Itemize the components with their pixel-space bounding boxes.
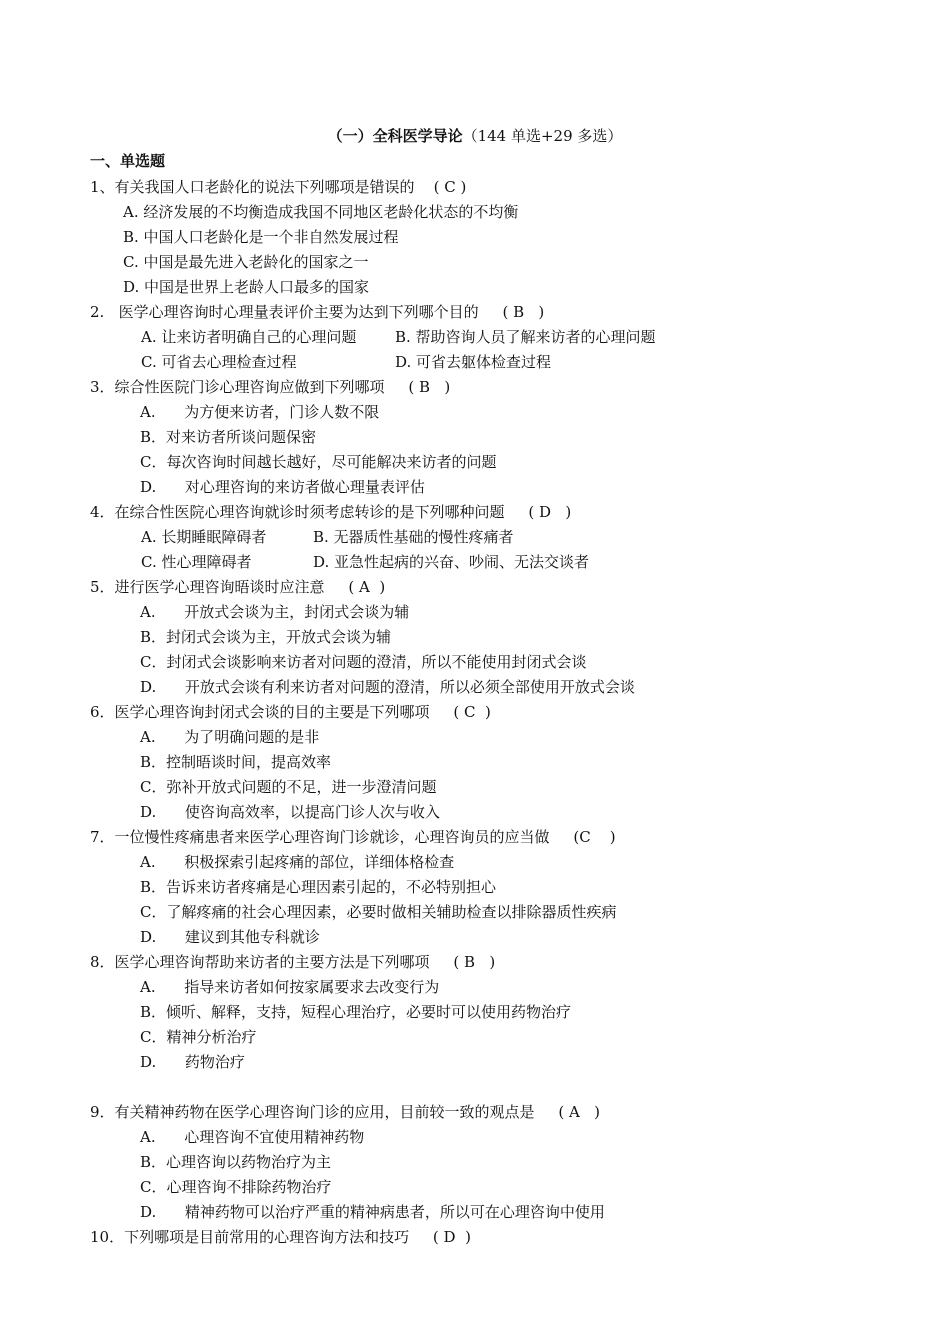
- question-stem: 5．进行医学心理咨询晤谈时应注意 ( A ): [90, 578, 386, 596]
- option-c: C．了解疼痛的社会心理因素，必要时做相关辅助检查以排除器质性疾病: [140, 903, 617, 921]
- option-b: B．心理咨询以药物治疗为主: [140, 1153, 332, 1171]
- option-a: A. 指导来访者如何按家属要求去改变行为: [140, 978, 440, 996]
- option-d: D. 药物治疗: [140, 1053, 245, 1071]
- option-d: D. 中国是世界上老龄人口最多的国家: [123, 278, 370, 296]
- option-d: D. 开放式会谈有利来访者对问题的澄清，所以必须全部使用开放式会谈: [140, 678, 635, 696]
- section-heading: 一、单选题: [90, 152, 166, 170]
- option-d: D. 建议到其他专科就诊: [140, 928, 320, 946]
- option-b: B. 无器质性基础的慢性疼痛者: [313, 528, 514, 546]
- option-row: [0, 525, 950, 550]
- option-c: C．每次咨询时间越长越好，尽可能解决来访者的问题: [140, 453, 497, 471]
- option-d: D. 亚急性起病的兴奋、吵闹、无法交谈者: [313, 553, 590, 571]
- option-row: [0, 550, 950, 575]
- option-d: D. 可省去躯体检查过程: [395, 353, 552, 371]
- option-c: C．心理咨询不排除药物治疗: [140, 1178, 332, 1196]
- option-a: A. 长期睡眠障碍者: [141, 528, 267, 546]
- question-stem: 8．医学心理咨询帮助来访者的主要方法是下列哪项 ( B ): [90, 953, 496, 971]
- option-c: C. 中国是最先进入老龄化的国家之一: [123, 253, 369, 271]
- option-d: D. 使咨询高效率，以提高门诊人次与收入: [140, 803, 440, 821]
- option-a: A. 积极探索引起疼痛的部位，详细体格检查: [140, 853, 455, 871]
- option-b: B．告诉来访者疼痛是心理因素引起的，不必特别担心: [140, 878, 497, 896]
- question-stem: 1、有关我国人口老龄化的说法下列哪项是错误的 ( C ): [90, 178, 467, 196]
- question-stem: 7．一位慢性疼痛患者来医学心理咨询门诊就诊，心理咨询员的应当做 (C ): [90, 828, 616, 846]
- option-b: B. 帮助咨询人员了解来访者的心理问题: [395, 328, 656, 346]
- option-a: A. 开放式会谈为主，封闭式会谈为辅: [140, 603, 410, 621]
- option-c: C. 性心理障碍者: [141, 553, 252, 571]
- question-stem: 10．下列哪项是目前常用的心理咨询方法和技巧 ( D ): [90, 1228, 471, 1246]
- option-a: A. 经济发展的不均衡造成我国不同地区老龄化状态的不均衡: [123, 203, 519, 221]
- option-b: B．对来访者所谈问题保密: [140, 428, 317, 446]
- option-d: D. 精神药物可以治疗严重的精神病患者，所以可在心理咨询中使用: [140, 1203, 605, 1221]
- question-stem: 4．在综合性医院心理咨询就诊时须考虑转诊的是下列哪种问题 ( D ): [90, 503, 572, 521]
- option-row: [0, 325, 950, 350]
- question-stem: 6．医学心理咨询封闭式会谈的目的主要是下列哪项 ( C ): [90, 703, 491, 721]
- option-d: D. 对心理咨询的来访者做心理量表评估: [140, 478, 425, 496]
- option-a: A. 为了明确问题的是非: [140, 728, 320, 746]
- option-b: B．控制晤谈时间，提高效率: [140, 753, 332, 771]
- question-stem: 3．综合性医院门诊心理咨询应做到下列哪项 ( B ): [90, 378, 451, 396]
- option-a: A. 为方便来访者，门诊人数不限: [140, 403, 380, 421]
- page-title: [0, 126, 950, 146]
- option-a: A. 心理咨询不宜使用精神药物: [140, 1128, 365, 1146]
- blank-line: [0, 1075, 950, 1100]
- title-count: （144 单选+29 多选）: [462, 127, 623, 145]
- option-b: B. 中国人口老龄化是一个非自然发展过程: [123, 228, 399, 246]
- option-b: B．倾听、解释，支持，短程心理治疗，必要时可以使用药物治疗: [140, 1003, 572, 1021]
- option-c: C. 可省去心理检查过程: [141, 353, 297, 371]
- question-list: [0, 175, 950, 1250]
- option-row: [0, 350, 950, 375]
- option-a: A. 让来访者明确自己的心理问题: [141, 328, 357, 346]
- option-c: C．弥补开放式问题的不足，进一步澄清问题: [140, 778, 437, 796]
- option-b: B．封闭式会谈为主，开放式会谈为辅: [140, 628, 392, 646]
- question-stem: 9．有关精神药物在医学心理咨询门诊的应用，目前较一致的观点是 ( A ): [90, 1103, 600, 1121]
- question-stem: 2. 医学心理咨询时心理量表评价主要为达到下列哪个目的 ( B ): [90, 303, 545, 321]
- title-bold: （一）全科医学导论: [327, 127, 463, 145]
- option-c: C．封闭式会谈影响来访者对问题的澄清，所以不能使用封闭式会谈: [140, 653, 587, 671]
- option-c: C．精神分析治疗: [140, 1028, 257, 1046]
